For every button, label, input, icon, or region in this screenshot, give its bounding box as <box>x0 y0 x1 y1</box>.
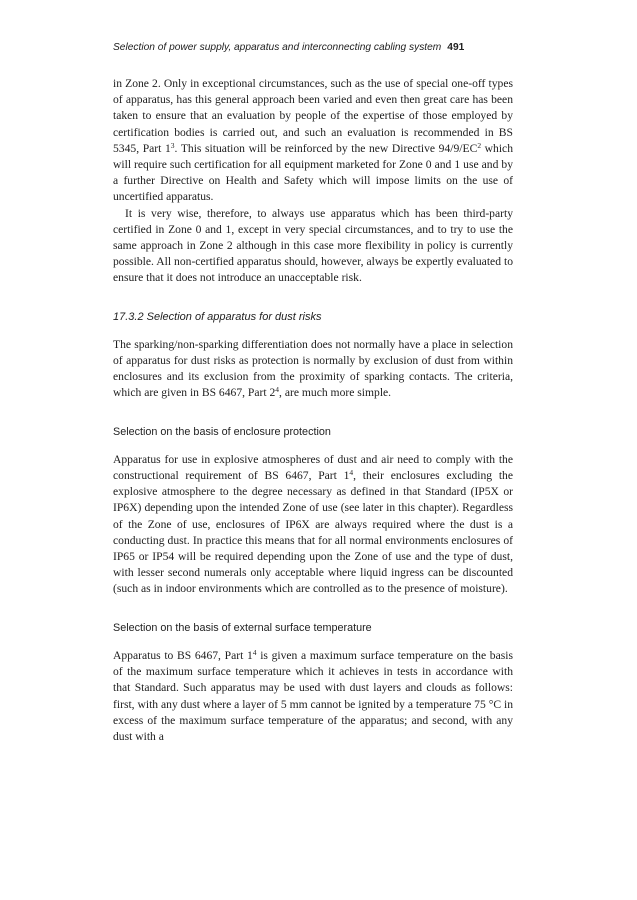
page-body <box>113 76 513 745</box>
text-run: Apparatus for use in explosive atmospheres of dust and air need to comply with the constructional requirement of BS 6467, Part 1 <box>113 452 513 483</box>
heading-surface-temperature: Selection on the basis of external surface temperature <box>113 621 372 634</box>
reference-superscript: 4 <box>252 647 257 657</box>
text-run: The sparking/non-sparking differentiation does not normally have a place in selection of apparatus for dust risks as protection is normally by exclusion of dust from within enclosures and its exclusion from the proximity of sparking contacts. The criteria, which are given in BS 6467, Part 2 <box>113 337 513 400</box>
paragraph-third-party-certified: It is very wise, therefore, to always use apparatus which has been third-party certified in Zone 0 and 1, except in very special circumstances, and to try to use the same approach in Zone 2 although in this case more flexibility in policy is currently possible. All non-certified apparatus should, however, always be expertly evaluated to ensure that it does not introduce an unacceptable risk. <box>113 206 513 285</box>
text-run: is given a maximum surface temperature on the basis of the maximum surface temperature which it achieves in tests in accordance with that Standard. Such apparatus may be used with dust layers and clouds as follows: first, with any dust where a layer of 5 mm cannot be ignited by a temperature 75 °C in excess of the maximum surface temperature of the apparatus; and second, with any dust with a <box>113 648 513 743</box>
paragraph-surface-temperature <box>113 648 513 745</box>
text-run: . This situation will be reinforced by the new Directive 94/9/EC <box>174 141 478 155</box>
paragraph-dust-risks <box>113 337 513 402</box>
paragraph-zone-2 <box>113 76 513 206</box>
reference-superscript: 4 <box>349 468 354 478</box>
subsection-title: 17.3.2 Selection of apparatus for dust risks <box>113 310 322 323</box>
heading-enclosure-protection: Selection on the basis of enclosure protection <box>113 425 331 438</box>
page-number: 491 <box>447 42 465 53</box>
reference-superscript: 3 <box>170 140 175 150</box>
reference-superscript: 4 <box>275 385 280 395</box>
running-head <box>113 42 513 53</box>
paragraph-enclosure-protection <box>113 452 513 598</box>
reference-superscript: 2 <box>477 140 482 150</box>
running-head-title: Selection of power supply, apparatus and interconnecting cabling system <box>113 42 442 53</box>
text-run: Apparatus to BS 6467, Part 1 <box>113 648 253 662</box>
text-run: which will require such certification for all equipment marketed for Zone 0 and 1 use and by a further Directive on Health and Safety which will impose limits on the use of uncertified apparatus. <box>113 141 514 204</box>
text-run: , their enclosures excluding the explosive atmosphere to the degree necessary as defined in that Standard (IP5X or IP6X) depending upon the intended Zone of use (see later in this chapter). Regardless of the Zone of use, enclosures of IP6X are always required where the dust is a conducting dust. In practice this means that for all normal environments enclosures of IP65 or IP54 will be required depending upon the Zone of use and the type of dust, with lesser second numerals only acceptable where liquid ingress can be discounted (such as in indoor environments which are controlled as to the presence of moisture). <box>113 469 513 596</box>
text-run: in Zone 2. Only in exceptional circumstances, such as the use of special one-off types of apparatus, has this general approach been varied and even then great care has been taken to ensure that an evaluation by people of the expertise of those employed by certification bodies is carried out, and such an evaluation is recommended in BS 5345, Part 1 <box>113 77 513 155</box>
text-run: , are much more simple. <box>279 386 392 400</box>
